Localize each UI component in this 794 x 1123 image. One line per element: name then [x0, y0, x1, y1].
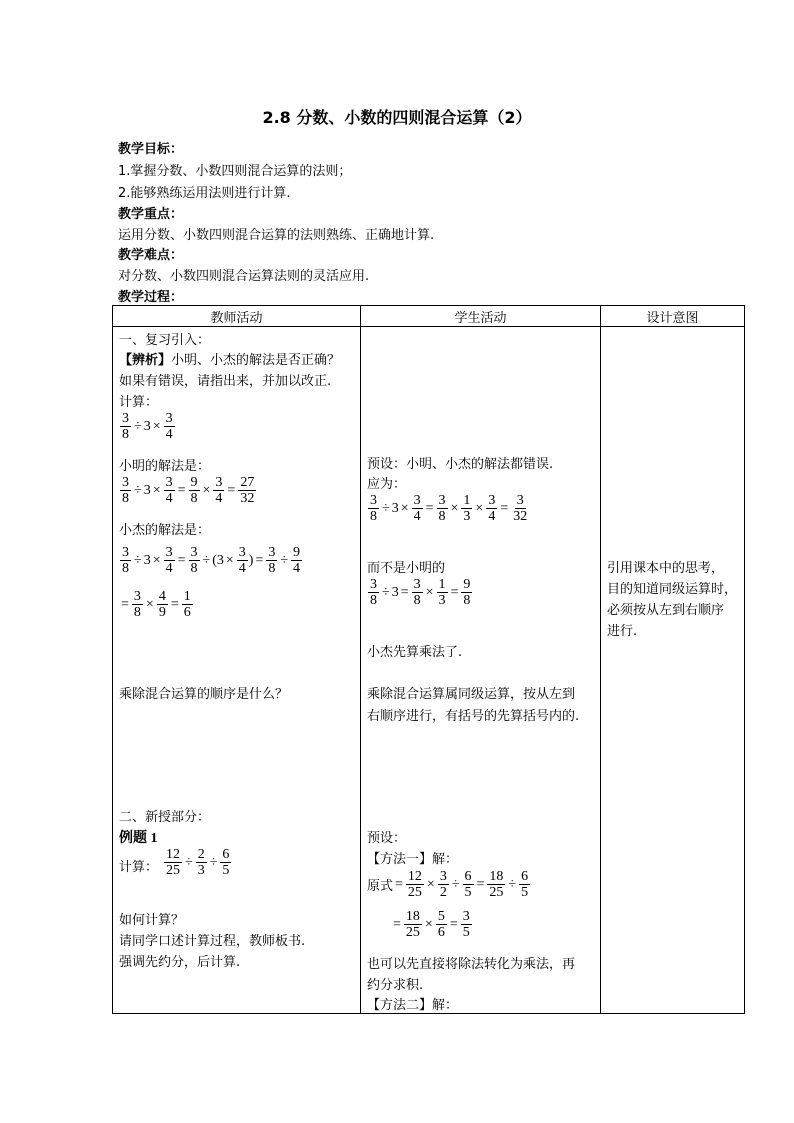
preset-1: 预设：小明、小杰的解法都错误. — [367, 457, 554, 472]
page-title: 2.8 分数、小数的四则混合运算（2） — [262, 108, 532, 127]
rule-line-2: 右顺序进行，有括号的先算括号内的. — [367, 709, 580, 724]
header-student: 学生活动 — [361, 306, 601, 327]
review-heading: 一、复习引入： — [119, 333, 211, 348]
method-1: 【方法一】解： — [367, 852, 459, 867]
original-label: 原式 — [367, 879, 394, 894]
goal-heading: 教学目标： — [118, 142, 184, 157]
should-be: 应为： — [367, 477, 407, 492]
goal-item-2: 2.能够熟练运用法则进行计算. — [118, 186, 291, 201]
analysis-question: 小明、小杰的解法是否正确？ — [171, 353, 341, 368]
difficult-heading: 教学难点： — [118, 248, 184, 263]
problem-expression: $\frac{3}{8}$ ÷ 3 × $\frac{3}{4}$ — [122, 411, 173, 442]
compute-label: 计算： — [119, 395, 159, 410]
example-label: 计算： — [119, 860, 159, 875]
method-1-expression-1: 原式 = $\frac{12}{25}$ × $\frac{3}{2}$ ÷ $\frac{6}{5}$ = $\frac{18}{25}$ ÷ $\frac{6}{5}$ — [367, 869, 529, 900]
preset-2: 预设： — [367, 831, 407, 846]
analysis-line — [119, 349, 340, 368]
how-question: 如何计算？ — [119, 913, 185, 928]
fraction: $\frac{3}{4}$ — [165, 411, 173, 442]
example-title: 例题 1 — [119, 831, 158, 846]
fraction: $\frac{3}{8}$ — [122, 411, 129, 442]
emphasis: 强调先约分，后计算. — [119, 955, 241, 970]
intent-line-4: 进行. — [607, 624, 638, 639]
method-1-expression-2: = $\frac{18}{25}$ × $\frac{5}{6}$ = $\frac{3}{5}$ — [393, 909, 470, 940]
header-intent: 设计意图 — [601, 306, 745, 327]
key-text: 运用分数、小数四则混合运算的法则熟练、正确地计算. — [118, 228, 435, 243]
header-teacher: 教师活动 — [113, 306, 361, 327]
xiaojie-label: 小杰的解法是： — [119, 523, 211, 538]
new-heading: 二、新授部分： — [119, 810, 211, 825]
xiaojie-expression-2: = $\frac{3}{8}$ × $\frac{4}{9}$ = $\frac{1}{6}$ — [121, 589, 191, 620]
xiaoming-expression: $\frac{3}{8}$ ÷ 3 × $\frac{3}{4}$ = $\frac{9}{8}$ × $\frac{3}{4}$ = $\frac{27}{32}$ — [122, 475, 255, 506]
xiaojie-expression-1: $\frac{3}{8}$ ÷ 3 × $\frac{3}{4}$ = $\frac{3}{8}$ ÷ ( 3 × $\frac{3}{4}$ ) = $\frac{3}{8}$ ÷ $\frac{9}{4}$ — [122, 545, 301, 576]
process-heading: 教学过程： — [118, 290, 184, 305]
intent-line-3: 必须按从左到右顺序 — [607, 603, 725, 618]
key-heading: 教学重点： — [118, 207, 184, 222]
alt-line-1: 也可以先直接将除法转化为乘法，再 — [367, 957, 576, 972]
difficult-text: 对分数、小数四则混合运算法则的灵活应用. — [118, 269, 370, 284]
xiaoming-label: 小明的解法是： — [119, 459, 211, 474]
xiaojie-note: 小杰先算乘法了. — [367, 645, 463, 660]
order-question: 乘除混合运算的顺序是什么？ — [119, 687, 289, 702]
correct-expression: $\frac{3}{8}$ ÷ 3 × $\frac{3}{4}$ = $\frac{3}{8}$ × $\frac{1}{3}$ × $\frac{3}{4}$ = $\frac{3}{32}$ — [370, 493, 528, 524]
not-xiaoming: 而不是小明的 — [367, 561, 446, 576]
student-cell — [361, 327, 601, 1014]
rule-line-1: 乘除混合运算属同级运算，按从左到 — [367, 687, 576, 702]
oral-instruction: 请同学口述计算过程，教师板书. — [119, 934, 306, 949]
xiaoming-wrong-expression: $\frac{3}{8}$ ÷ 3 = $\frac{3}{8}$ × $\frac{1}{3}$ = $\frac{9}{8}$ — [370, 577, 471, 608]
teacher-cell — [113, 327, 361, 1014]
intent-cell — [601, 327, 745, 1014]
alt-line-2: 约分求积. — [367, 978, 424, 993]
goal-item-1: 1.掌握分数、小数四则混合运算的法则； — [118, 164, 352, 179]
intent-line-1: 引用课本中的思考， — [607, 561, 725, 576]
method-2: 【方法二】解： — [367, 998, 459, 1013]
process-table — [112, 305, 745, 1014]
example-expression: $\frac{12}{25}$ ÷ $\frac{2}{3}$ ÷ $\frac{6}{5}$ — [166, 847, 230, 878]
analysis-tag: 【辨析】 — [119, 353, 172, 368]
analysis-request: 如果有错误，请指出来，并加以改正. — [119, 374, 332, 389]
intent-line-2: 目的知道同级运算时， — [607, 582, 738, 597]
